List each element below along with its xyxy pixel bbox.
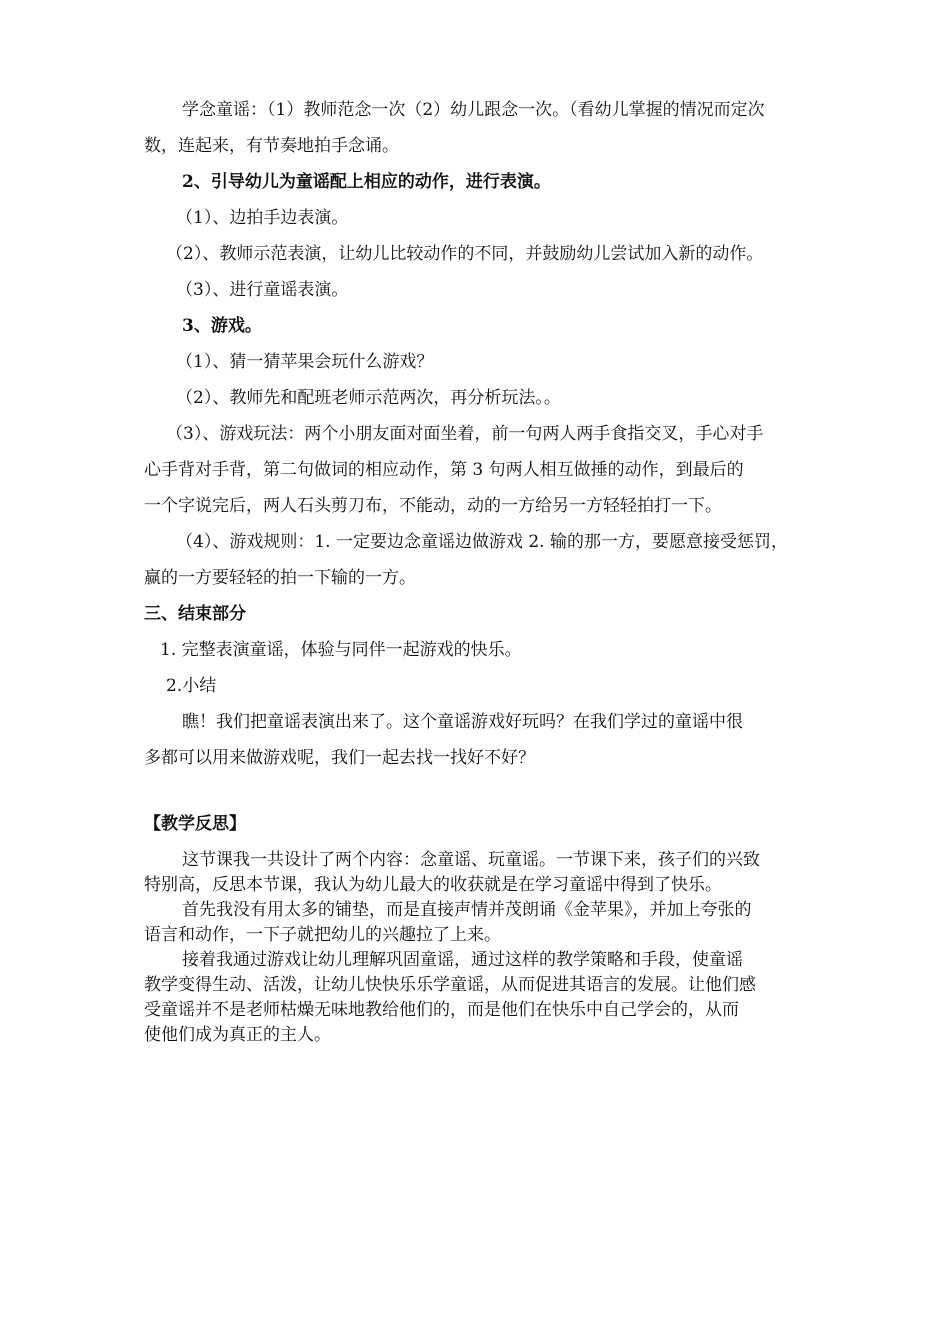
section-heading: 三、结束部分 [144, 604, 246, 624]
paragraph-line: 多都可以用来做游戏呢，我们一起去找一找好不好？ [144, 748, 535, 768]
paragraph-line: 语言和动作，一下子就把幼儿的兴趣拉了上来。 [144, 925, 501, 945]
paragraph-line: 特别高，反思本节课，我认为幼儿最大的收获就是在学习童谣中得到了快乐。 [144, 875, 722, 895]
paragraph-line: （4）、游戏规则：1. 一定要边念童谣边做游戏 2. 输的那一方，要愿意接受惩罚， [176, 532, 788, 552]
paragraph-line: 心手背对手背，第二句做词的相应动作，第 3 句两人相互做捶的动作，到最后的 [144, 460, 744, 480]
paragraph-line: 数，连起来，有节奏地拍手念诵。 [144, 136, 399, 156]
section-heading: 2、引导幼儿为童谣配上相应的动作，进行表演。 [182, 172, 551, 192]
paragraph-line: （3）、游戏玩法：两个小朋友面对面坐着，前一句两人两手食指交叉，手心对手 [166, 424, 764, 444]
paragraph-line: （1）、猜一猜苹果会玩什么游戏？ [176, 352, 434, 372]
paragraph-line: 1. 完整表演童谣，体验与同伴一起游戏的快乐。 [160, 640, 522, 660]
paragraph-line: 使他们成为真正的主人。 [144, 1025, 331, 1045]
paragraph-line: 2.小结 [166, 676, 217, 696]
paragraph-line: 一个字说完后，两人石头剪刀布，不能动，动的一方给另一方轻轻拍打一下。 [144, 496, 722, 516]
paragraph-line: （3）、进行童谣表演。 [176, 280, 349, 300]
paragraph-line: （1）、边拍手边表演。 [176, 208, 349, 228]
paragraph-line: （2）、教师示范表演，让幼儿比较动作的不同，并鼓励幼儿尝试加入新的动作。 [166, 244, 764, 264]
section-heading: 3、游戏。 [182, 316, 262, 336]
paragraph-line: 赢的一方要轻轻的拍一下输的一方。 [144, 568, 416, 588]
reflection-heading: 【教学反思】 [144, 814, 246, 834]
paragraph-line: 接着我通过游戏让幼儿理解巩固童谣，通过这样的教学策略和手段，使童谣 [182, 950, 743, 970]
paragraph-line: （2）、教师先和配班老师示范两次，再分析玩法。。 [176, 388, 561, 408]
paragraph-line: 学念童谣：（1）教师范念一次（2）幼儿跟念一次。（看幼儿掌握的情况而定次 [182, 100, 765, 120]
paragraph-line: 这节课我一共设计了两个内容：念童谣、玩童谣。一节课下来，孩子们的兴致 [182, 850, 760, 870]
paragraph-line: 首先我没有用太多的铺垫，而是直接声情并茂朗诵《金苹果》，并加上夸张的 [182, 900, 752, 920]
paragraph-line: 受童谣并不是老师枯燥无味地教给他们的，而是他们在快乐中自己学会的，从而 [144, 1000, 739, 1020]
paragraph-line: 瞧！我们把童谣表演出来了。这个童谣游戏好玩吗？在我们学过的童谣中很 [182, 712, 743, 732]
paragraph-line: 教学变得生动、活泼，让幼儿快快乐乐学童谣，从而促进其语言的发展。让他们感 [144, 975, 756, 995]
